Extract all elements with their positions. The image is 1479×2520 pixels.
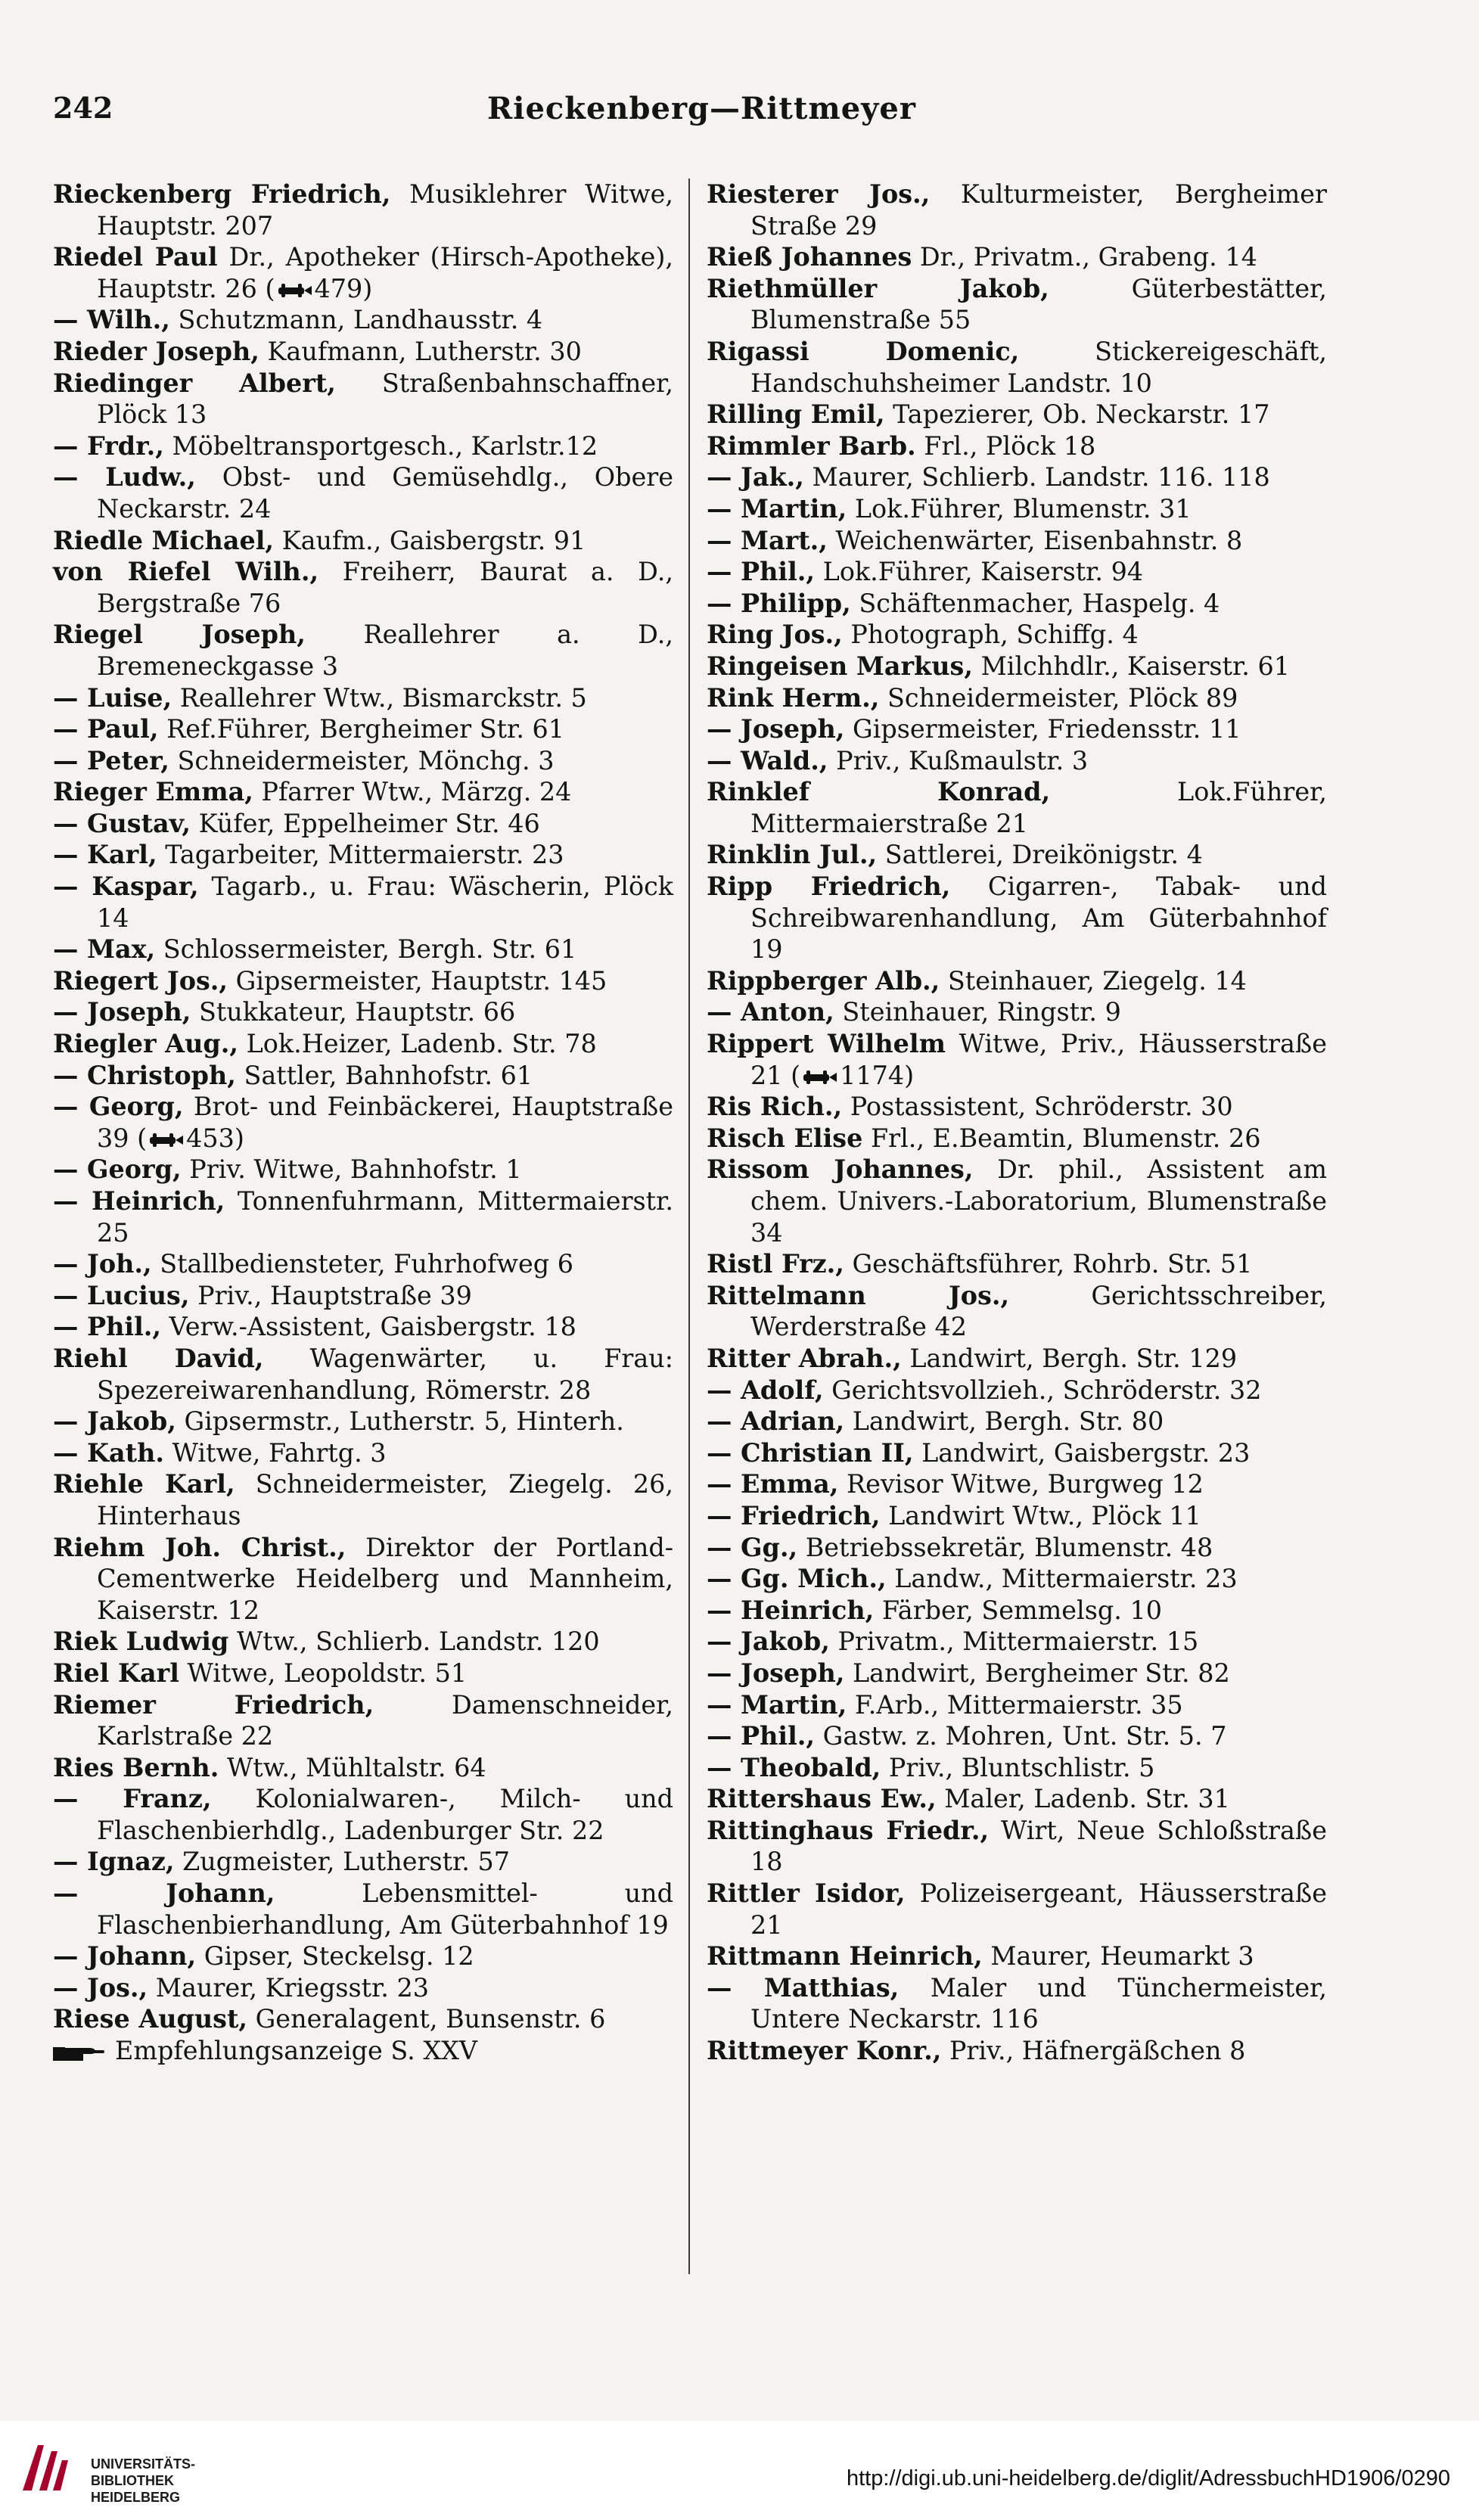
- directory-entry: [53, 808, 673, 840]
- directory-entry: [707, 619, 1327, 651]
- entry-details: Schlossermeister, Bergh. Str. 61: [155, 934, 577, 965]
- telephone-number: 1174: [840, 1060, 905, 1090]
- entry-details: Wirt, Neue Schloßstraße 18: [750, 1815, 1327, 1877]
- entry-details: Betriebssekretär, Blumenstr. 48: [797, 1532, 1213, 1562]
- entry-name: — Emma,: [707, 1469, 839, 1499]
- entry-name: — Theobald,: [707, 1752, 881, 1782]
- directory-entry: [707, 1028, 1327, 1091]
- entry-name: — Gustav,: [53, 808, 191, 838]
- telephone-number: 479: [314, 273, 363, 303]
- entry-name: Riehl David,: [53, 1343, 264, 1373]
- entry-name: Ritter Abrah.,: [707, 1343, 902, 1373]
- entry-details: Priv., Kußmaulstr. 3: [828, 745, 1089, 775]
- entry-name: Riegler Aug.,: [53, 1029, 238, 1059]
- directory-entry: [53, 1972, 673, 2004]
- entry-name: — Joseph,: [53, 997, 191, 1027]
- directory-entry: [707, 399, 1327, 430]
- telephone-number: 453: [186, 1123, 235, 1153]
- entry-details: Priv. Witwe, Bahnhofstr. 1: [181, 1154, 522, 1185]
- directory-entry: [707, 996, 1327, 1028]
- entry-details: Stickereigeschäft, Handschuhsheimer Landstr. 10: [750, 336, 1327, 398]
- entry-details: Sattler, Bahnhofstr. 61: [235, 1060, 533, 1090]
- entry-name: Riegert Jos.,: [53, 965, 228, 996]
- entry-details: Maurer, Kriegsstr. 23: [148, 1972, 430, 2003]
- entry-name: — Frdr.,: [53, 430, 164, 461]
- entry-name: — Anton,: [707, 997, 834, 1027]
- directory-entry: [707, 1091, 1327, 1123]
- entry-name: Ries Bernh.: [53, 1752, 219, 1782]
- entry-details: Gipser, Steckelsg. 12: [196, 1941, 474, 1972]
- entry-name: — Joh.,: [53, 1249, 152, 1279]
- directory-entry: [707, 2035, 1327, 2067]
- entry-details: Freiherr, Baurat a. D., Bergstraße 76: [97, 557, 673, 618]
- telephone-icon: [802, 1069, 838, 1086]
- directory-entry: [707, 1532, 1327, 1564]
- directory-entry: [707, 682, 1327, 714]
- entry-details: Kulturmeister, Bergheimer Straße 29: [750, 179, 1327, 241]
- directory-entry: [707, 1437, 1327, 1469]
- entry-details: Schneidermeister, Ziegelg. 26, Hinterhaus: [97, 1469, 673, 1530]
- entry-name: Rissom Johannes,: [707, 1154, 974, 1185]
- directory-entry: [53, 241, 673, 304]
- entry-details: Landwirt, Bergh. Str. 129: [901, 1343, 1238, 1373]
- entry-name: Rittmann Heinrich,: [707, 1941, 983, 1972]
- directory-entry: [53, 1437, 673, 1469]
- entry-details: Zugmeister, Lutherstr. 57: [174, 1847, 511, 1877]
- entry-details: Wtw., Mühltalstr. 64: [219, 1752, 486, 1782]
- directory-entry: [53, 430, 673, 462]
- entry-details: Güterbestätter, Blumenstraße 55: [750, 273, 1327, 335]
- entry-name: — Jakob,: [707, 1627, 830, 1657]
- entry-details: Lok.Führer, Blumenstr. 31: [847, 493, 1192, 524]
- entry-name: — Ignaz,: [53, 1847, 175, 1877]
- directory-entry: [53, 1248, 673, 1280]
- directory-entry: [707, 1658, 1327, 1689]
- entry-name: Rittelmann Jos.,: [707, 1280, 1010, 1310]
- entry-details: Cigarren-, Tabak- und Schreibwarenhandlung, Am Güterbahnhof 19: [750, 872, 1327, 965]
- directory-entry: [53, 1060, 673, 1092]
- entry-details: Milchhdlr., Kaiserstr. 61: [972, 651, 1290, 681]
- entry-details-after: ): [904, 1060, 915, 1090]
- directory-entry: [53, 1783, 673, 1846]
- directory-entry: [53, 368, 673, 430]
- directory-entry: [707, 430, 1327, 462]
- entry-details: Privatm., Mittermaierstr. 15: [829, 1627, 1199, 1657]
- directory-entry: [53, 1940, 673, 1972]
- directory-entry: [53, 1406, 673, 1437]
- entry-details: Witwe, Leopoldstr. 51: [179, 1658, 468, 1688]
- directory-entry: [53, 839, 673, 871]
- entry-details: Gerichtsvollzieh., Schröderstr. 32: [823, 1375, 1262, 1405]
- entry-details: Tonnenfuhrmann, Mittermaierstr. 25: [97, 1186, 673, 1248]
- entry-name: Rieß Johannes: [707, 242, 912, 272]
- library-logo[interactable]: [15, 2438, 196, 2506]
- entry-details: Stallbediensteter, Fuhrhofweg 6: [151, 1249, 573, 1279]
- directory-entry: [53, 2003, 673, 2035]
- entry-name: Rittershaus Ew.,: [707, 1784, 937, 1814]
- directory-entry: [707, 1123, 1327, 1154]
- directory-entry: [53, 619, 673, 682]
- entry-name: — Mart.,: [707, 525, 828, 555]
- directory-entry: [707, 1248, 1327, 1280]
- directory-entry: [53, 336, 673, 368]
- entry-details: Landwirt, Bergh. Str. 80: [844, 1406, 1164, 1437]
- entry-name: — Wilh.,: [53, 305, 170, 335]
- directory-entry: [53, 179, 673, 241]
- entry-details: Gipsermeister, Hauptstr. 145: [228, 965, 607, 996]
- entry-name: Rittinghaus Friedr.,: [707, 1815, 990, 1845]
- entry-details: Gastw. z. Mohren, Unt. Str. 5. 7: [815, 1721, 1227, 1751]
- directory-entry: [53, 934, 673, 965]
- entry-name: — Adrian,: [707, 1406, 845, 1437]
- entry-details: Wagenwärter, u. Frau: Spezereiwarenhandlung, Römerstr. 28: [97, 1343, 673, 1405]
- entry-name: Riese August,: [53, 2004, 248, 2034]
- directory-entry: [53, 745, 673, 777]
- entry-details: Reallehrer a. D., Bremeneckgasse 3: [97, 620, 673, 681]
- entry-details: Schäftenmacher, Haspelg. 4: [850, 588, 1220, 618]
- entry-details: Landwirt, Bergheimer Str. 82: [844, 1658, 1230, 1688]
- entry-details: Priv., Bluntschlistr. 5: [881, 1752, 1155, 1782]
- directory-entry: [707, 1500, 1327, 1532]
- entry-details: Musiklehrer Witwe, Hauptstr. 207: [97, 179, 673, 241]
- entry-name: Rieckenberg Friedrich,: [53, 179, 391, 209]
- directory-entry: [53, 682, 673, 714]
- entry-details: Damenschneider, Karlstraße 22: [97, 1689, 673, 1751]
- directory-entry: [53, 556, 673, 619]
- entry-name: — Georg,: [53, 1154, 182, 1185]
- entry-name: — Johann,: [53, 1878, 275, 1909]
- directory-entry: [707, 241, 1327, 273]
- directory-entry: [53, 304, 673, 336]
- entry-details: Steinhauer, Ringstr. 9: [834, 997, 1121, 1027]
- directory-entry: [707, 713, 1327, 745]
- column-divider: [688, 179, 690, 2274]
- entry-details: Ref.Führer, Bergheimer Str. 61: [158, 714, 565, 744]
- entry-name: Ris Rich.,: [707, 1092, 843, 1122]
- entry-name: Ristl Frz.,: [707, 1249, 844, 1279]
- directory-entry: [707, 461, 1327, 493]
- entry-details: Wtw., Schlierb. Landstr. 120: [228, 1627, 600, 1657]
- entry-details: Färber, Semmelsg. 10: [874, 1595, 1162, 1625]
- entry-name: — Martin,: [707, 493, 847, 524]
- entry-details: Tapezierer, Ob. Neckarstr. 17: [884, 399, 1270, 430]
- entry-details: Frl., E.Beamtin, Blumenstr. 26: [862, 1123, 1261, 1153]
- directory-entry: [707, 1343, 1327, 1375]
- entry-name: Rippberger Alb.,: [707, 965, 940, 996]
- entry-name: — Gg.,: [707, 1532, 798, 1562]
- entry-name: Rinklef Konrad,: [707, 777, 1051, 807]
- entry-details: Lebensmittel- und Flaschenbierhandlung, Am Güterbahnhof 19: [97, 1878, 673, 1940]
- entry-name: Rink Herm.,: [707, 682, 880, 713]
- directory-entry: [707, 273, 1327, 336]
- entry-name: — Friedrich,: [707, 1500, 881, 1530]
- directory-entry: [53, 996, 673, 1028]
- entry-details: Landw., Mittermaierstr. 23: [886, 1564, 1238, 1594]
- entry-name: — Johann,: [53, 1941, 197, 1972]
- directory-entry: [707, 1595, 1327, 1627]
- directory-entry: [707, 1689, 1327, 1721]
- entry-details: Stukkateur, Hauptstr. 66: [191, 997, 516, 1027]
- directory-entry: [707, 493, 1327, 525]
- entry-name: Riek Ludwig: [53, 1627, 229, 1657]
- directory-entry: [53, 525, 673, 557]
- directory-entry: [707, 179, 1327, 241]
- entry-details: Verw.-Assistent, Gaisbergstr. 18: [161, 1312, 576, 1342]
- directory-entry: [707, 965, 1327, 997]
- entry-name: von Riefel Wilh.,: [53, 557, 319, 587]
- entry-details: Revisor Witwe, Burgweg 12: [838, 1469, 1204, 1499]
- entry-name: — Paul,: [53, 714, 159, 744]
- entry-details: Küfer, Eppelheimer Str. 46: [190, 808, 540, 838]
- entry-details: Photograph, Schiffg. 4: [842, 620, 1139, 650]
- entry-name: Riegel Joseph,: [53, 620, 306, 650]
- entry-details: Obst- und Gemüsehdlg., Obere Neckarstr. 24: [97, 462, 673, 524]
- pointing-hand-icon: [53, 2041, 106, 2064]
- entry-name: — Philipp,: [707, 588, 851, 618]
- directory-entry: [707, 525, 1327, 557]
- entry-details: Gipsermeister, Friedensstr. 11: [844, 714, 1241, 744]
- directory-entry: [707, 1375, 1327, 1406]
- directory-entry: [53, 1468, 673, 1531]
- entry-details: Steinhauer, Ziegelg. 14: [940, 965, 1247, 996]
- entry-details: Gipsermstr., Lutherstr. 5, Hinterh.: [176, 1406, 624, 1437]
- logo-line-1: UNIVERSITÄTS-: [91, 2456, 196, 2472]
- directory-entry: [53, 1311, 673, 1343]
- entry-details: Dr. phil., Assistent am chem. Univers.-Laboratorium, Blumenstraße 34: [750, 1154, 1327, 1248]
- directory-entry: [53, 965, 673, 997]
- entry-details: Direktor der Portland-Cementwerke Heidelberg und Mannheim, Kaiserstr. 12: [97, 1532, 674, 1625]
- running-head: Rieckenberg—Rittmeyer: [487, 91, 916, 126]
- entry-details: Reallehrer Wtw., Bismarckstr. 5: [172, 682, 587, 713]
- entry-details: Schutzmann, Landhausstr. 4: [169, 305, 543, 335]
- entry-name: Rigassi Domenic,: [707, 336, 1020, 366]
- entry-details: Tagarbeiter, Mittermaierstr. 23: [157, 840, 564, 870]
- entry-details: Polizeisergeant, Häusserstraße 21: [750, 1878, 1327, 1940]
- right-column: [707, 179, 1327, 2067]
- entry-name: — Christian II,: [707, 1437, 914, 1468]
- entry-name: — Wald.,: [707, 745, 828, 775]
- entry-details: Gerichtsschreiber, Werderstraße 42: [750, 1280, 1327, 1342]
- directory-entry: [707, 776, 1327, 839]
- directory-entry: [707, 1972, 1327, 2035]
- directory-entry: [707, 588, 1327, 620]
- entry-name: — Kaspar,: [53, 872, 199, 902]
- entry-name: — Jakob,: [53, 1406, 176, 1437]
- entry-name: Riel Karl: [53, 1658, 179, 1688]
- entry-details: Landwirt Wtw., Plöck 11: [880, 1500, 1201, 1530]
- entry-details: Witwe, Priv., Häusserstraße 21 (: [750, 1029, 1327, 1090]
- entry-details: Geschäftsführer, Rohrb. Str. 51: [844, 1249, 1253, 1279]
- entry-name: — Jak.,: [707, 462, 804, 493]
- directory-entry: [707, 1783, 1327, 1815]
- directory-entry: [53, 1154, 673, 1185]
- entry-details: Maurer, Heumarkt 3: [982, 1941, 1254, 1972]
- entry-name: — Joseph,: [707, 714, 845, 744]
- directory-entry: [53, 1752, 673, 1784]
- directory-entry: [707, 745, 1327, 777]
- advertisement-reference: [53, 2035, 673, 2067]
- entry-name: Riethmüller Jakob,: [707, 273, 1049, 303]
- entry-name: — Christoph,: [53, 1060, 236, 1090]
- entry-details: Brot- und Feinbäckerei, Hauptstraße 39 (: [97, 1092, 673, 1153]
- entry-name: Ringeisen Markus,: [707, 651, 973, 681]
- entry-name: — Peter,: [53, 745, 169, 775]
- directory-entry: [707, 1468, 1327, 1500]
- entry-name: — Jos.,: [53, 1972, 148, 2003]
- entry-details: Lok.Heizer, Ladenb. Str. 78: [238, 1029, 597, 1059]
- library-logo-text: [91, 2456, 195, 2506]
- entry-details-after: ): [234, 1123, 244, 1153]
- directory-entry: [53, 1532, 673, 1627]
- entry-details: Tagarb., u. Frau: Wäscherin, Plöck 14: [97, 872, 673, 933]
- entry-details: Priv., Häfnergäßchen 8: [941, 2036, 1246, 2066]
- entry-details: Postassistent, Schröderstr. 30: [842, 1092, 1233, 1122]
- entry-details: Dr., Privatm., Grabeng. 14: [912, 242, 1257, 272]
- entry-details: Sattlerei, Dreikönigstr. 4: [877, 840, 1203, 870]
- entry-details: Maler, Ladenb. Str. 31: [936, 1784, 1230, 1814]
- entry-name: Rippert Wilhelm: [707, 1029, 946, 1059]
- directory-entry: [53, 1626, 673, 1658]
- entry-name: Rieger Emma,: [53, 777, 253, 807]
- entry-name: — Martin,: [707, 1689, 847, 1720]
- directory-entry: [707, 1878, 1327, 1940]
- entry-details: Weichenwärter, Eisenbahnstr. 8: [827, 525, 1243, 555]
- directory-entry: [53, 1185, 673, 1248]
- directory-entry: [707, 1940, 1327, 1972]
- entry-name: — Heinrich,: [707, 1595, 875, 1625]
- library-logo-icon: [15, 2438, 76, 2498]
- entry-name: Riedinger Albert,: [53, 368, 336, 398]
- entry-name: — Joseph,: [707, 1658, 845, 1688]
- page-header: [53, 91, 1350, 144]
- entry-name: Rieder Joseph,: [53, 336, 259, 366]
- advertisement-reference-text: Empfehlungsanzeige S. XXV: [115, 2036, 477, 2066]
- directory-entry: [53, 776, 673, 808]
- directory-entry: [707, 651, 1327, 682]
- entry-name: Rilling Emil,: [707, 399, 885, 430]
- entry-name: — Franz,: [53, 1784, 212, 1814]
- entry-details: Kaufmann, Lutherstr. 30: [259, 336, 582, 366]
- entry-name: Riesterer Jos.,: [707, 179, 931, 209]
- entry-name: — Max,: [53, 934, 156, 965]
- left-column: [53, 179, 673, 2067]
- footer-bar: [0, 2421, 1479, 2520]
- directory-entry: [53, 1343, 673, 1406]
- entry-name: — Georg,: [53, 1092, 184, 1122]
- directory-entry: [707, 839, 1327, 871]
- entry-name: Risch Elise: [707, 1123, 863, 1153]
- entry-details: Kolonialwaren-, Milch- und Flaschenbierhdlg., Ladenburger Str. 22: [97, 1784, 673, 1845]
- entry-name: Riedle Michael,: [53, 525, 275, 555]
- entry-name: Ripp Friedrich,: [707, 872, 951, 902]
- directory-entry: [53, 1028, 673, 1060]
- directory-entry: [707, 336, 1327, 399]
- entry-details: Frl., Plöck 18: [915, 430, 1096, 461]
- directory-entry: [53, 1689, 673, 1752]
- entry-details: Pfarrer Wtw., Märzg. 24: [253, 777, 572, 807]
- entry-name: Rittler Isidor,: [707, 1878, 906, 1909]
- directory-entry: [707, 871, 1327, 965]
- directory-entry: [707, 1406, 1327, 1437]
- entry-name: Riemer Friedrich,: [53, 1689, 374, 1720]
- entry-details: Straßenbahnschaffner, Plöck 13: [97, 368, 673, 430]
- directory-entry: [53, 1280, 673, 1312]
- directory-entry: [707, 1154, 1327, 1248]
- entry-name: — Luise,: [53, 682, 172, 713]
- entry-name: — Gg. Mich.,: [707, 1564, 887, 1594]
- logo-line-3: HEIDELBERG: [91, 2490, 181, 2505]
- entry-details: Priv., Hauptstraße 39: [189, 1280, 472, 1310]
- entry-name: Rittmeyer Konr.,: [707, 2036, 942, 2066]
- entry-name: — Karl,: [53, 840, 157, 870]
- entry-name: — Phil.,: [53, 1312, 162, 1342]
- directory-entry: [53, 1878, 673, 1940]
- entry-name: — Phil.,: [707, 1721, 816, 1751]
- directory-entry: [53, 871, 673, 934]
- page-number: 242: [53, 91, 113, 125]
- entry-details: F.Arb., Mittermaierstr. 35: [847, 1689, 1183, 1720]
- directory-entry: [707, 1815, 1327, 1878]
- entry-name: Rimmler Barb.: [707, 430, 916, 461]
- entry-name: — Phil.,: [707, 557, 816, 587]
- entry-details: Kaufm., Gaisbergstr. 91: [274, 525, 586, 555]
- entry-name: Ring Jos.,: [707, 620, 843, 650]
- entry-name: — Kath.: [53, 1437, 164, 1468]
- entry-details: Maurer, Schlierb. Landstr. 116. 118: [803, 462, 1270, 493]
- directory-entry: [53, 1658, 673, 1689]
- telephone-icon: [148, 1132, 185, 1148]
- entry-name: — Lucius,: [53, 1280, 190, 1310]
- entry-name: Riehm Joh. Christ.,: [53, 1532, 346, 1562]
- logo-line-2: BIBLIOTHEK: [91, 2473, 174, 2488]
- directory-entry: [707, 1563, 1327, 1595]
- source-url-link[interactable]: http://digi.ub.uni-heidelberg.de/diglit/AdressbuchHD1906/0290: [846, 2466, 1450, 2490]
- entry-name: Riedel Paul: [53, 242, 218, 272]
- entry-details: Generalagent, Bunsenstr. 6: [247, 2004, 606, 2034]
- entry-details-after: ): [362, 273, 373, 303]
- directory-entry: [707, 1280, 1327, 1343]
- directory-entry: [707, 556, 1327, 588]
- entry-details: Schneidermeister, Plöck 89: [879, 682, 1238, 713]
- directory-entry: [53, 461, 673, 524]
- entry-details: Landwirt, Gaisbergstr. 23: [913, 1437, 1251, 1468]
- directory-entry: [53, 1091, 673, 1154]
- entry-name: Rinklin Jul.,: [707, 840, 878, 870]
- directory-entry: [707, 1720, 1327, 1752]
- entry-details: Möbeltransportgesch., Karlstr.12: [163, 430, 598, 461]
- directory-entry: [707, 1626, 1327, 1658]
- entry-details: Lok.Führer, Mittermaierstraße 21: [750, 777, 1327, 838]
- entry-details: Witwe, Fahrtg. 3: [164, 1437, 387, 1468]
- entry-name: — Matthias,: [707, 1972, 900, 2003]
- entry-details: Lok.Führer, Kaiserstr. 94: [815, 557, 1144, 587]
- entry-details: Schneidermeister, Mönchg. 3: [169, 745, 555, 775]
- entry-name: — Heinrich,: [53, 1186, 225, 1216]
- directory-entry: [53, 1846, 673, 1878]
- directory-entry: [707, 1752, 1327, 1784]
- entry-details: Maler und Tünchermeister, Untere Neckarstr. 116: [750, 1972, 1327, 2034]
- entry-name: — Adolf,: [707, 1375, 824, 1405]
- directory-entry: [53, 713, 673, 745]
- entry-name: Riehle Karl,: [53, 1469, 235, 1499]
- entry-name: — Ludw.,: [53, 462, 196, 493]
- entry-details: Dr., Apotheker (Hirsch-Apotheke), Hauptstr. 26 (: [97, 242, 673, 303]
- telephone-icon: [277, 282, 313, 299]
